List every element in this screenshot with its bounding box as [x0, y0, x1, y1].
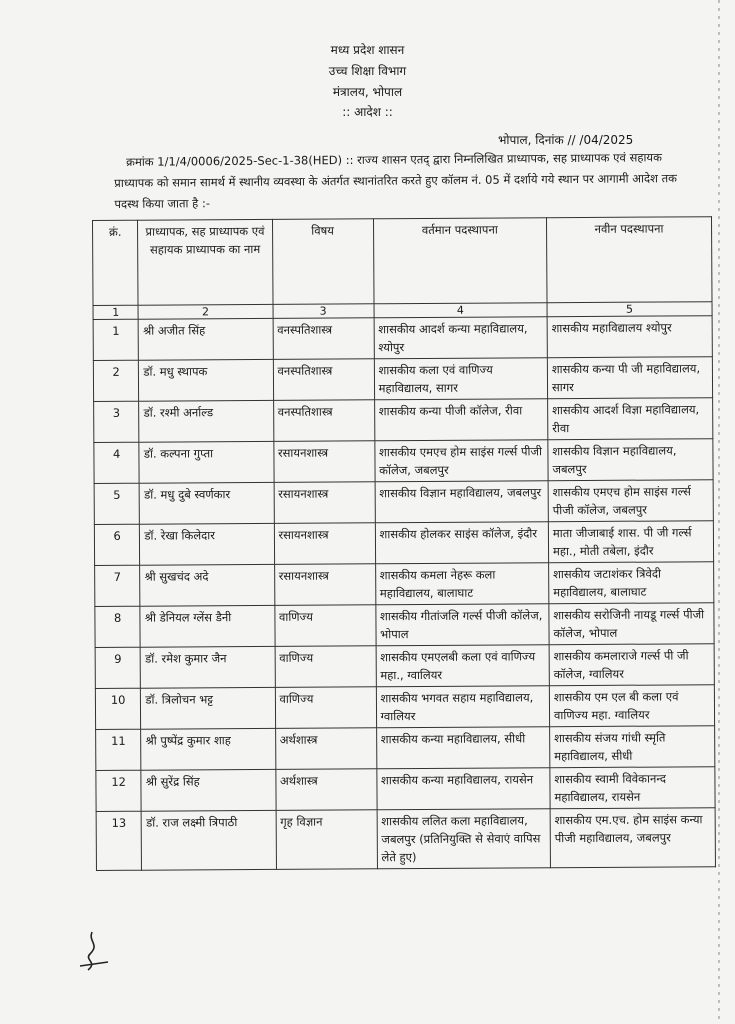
current-posting: शासकीय एमएच होम साइंस गर्ल्स पीजी कॉलेज, जबलपुर	[374, 440, 548, 482]
table-row	[94, 398, 713, 443]
column-number: 2	[138, 304, 272, 319]
current-posting: शासकीय कला एवं वाणिज्य महाविद्यालय, सागर	[374, 358, 548, 400]
subject: वनस्पतिशास्त्र	[273, 400, 374, 442]
current-posting: शासकीय विज्ञान महाविद्यालय, जबलपुर	[375, 481, 549, 523]
transfer-table	[92, 216, 716, 871]
serial-number: 9	[95, 647, 141, 688]
table-row	[93, 357, 712, 402]
table-header-row	[93, 217, 713, 306]
signature-mark	[78, 930, 112, 974]
header-new-posting: नवीन पदस्थापना	[546, 217, 712, 303]
new-posting: शासकीय विज्ञान महाविद्यालय, जबलपुर	[548, 439, 713, 481]
employee-name: श्री सुखचंद अदे	[140, 564, 274, 606]
table-row	[96, 808, 715, 871]
serial-number: 2	[93, 360, 139, 401]
new-posting: शासकीय एम एल बी कला एवं वाणिज्य महा. ग्वालियर	[549, 685, 714, 727]
new-posting: शासकीय कमलाराजे गर्ल्स पी जी कॉलेज, ग्वालियर	[549, 644, 714, 686]
serial-number: 3	[94, 401, 140, 442]
table-row	[93, 316, 712, 361]
subject: रसायनशास्त्र	[274, 482, 375, 524]
table-row	[96, 726, 715, 771]
column-number: 4	[374, 303, 547, 318]
employee-name: डॉ. रमेश कुमार जैन	[141, 646, 275, 688]
current-posting: शासकीय भगवत सहाय महाविद्यालय, ग्वालियर	[376, 686, 550, 728]
new-posting: शासकीय स्वामी विवेकानन्द महाविद्यालय, रायसेन	[550, 767, 715, 809]
subject: अर्थशास्त्र	[275, 728, 376, 770]
subject: रसायनशास्त्र	[273, 441, 374, 483]
new-posting: शासकीय आदर्श विज्ञा महाविद्यालय, रीवा	[548, 398, 713, 440]
table-row	[95, 603, 714, 648]
table-row	[96, 767, 715, 812]
new-posting: शासकीय एमएच होम साइंस गर्ल्स पीजी कॉलेज, जबलपुर	[548, 480, 713, 522]
order-text: क्रमांक 1/1/4/0006/2025-Sec-1-38(HED) :: राज्य शासन एतद् द्वारा निम्नलिखित प्राध्यापक, सह प्राध्यापक एवं सहायक प्राध्यापक को समान सामर्थ में स्थानीय व्यवस्था के अंतर्गत स्थानांतरित करते हुए कॉलम नं. 05 में दर्शाये गये स्थान पर आगामी आदेश तक पदस्थ किया जाता है :-	[114, 150, 677, 211]
header-current-posting: वर्तमान पदस्थापना	[373, 218, 547, 304]
new-posting: शासकीय एम.एच. होम साइंस कन्या पीजी महाविद्यालय, जबलपुर	[550, 808, 715, 868]
government-name: मध्य प्रदेश शासन	[330, 43, 405, 57]
current-posting: शासकीय कन्या महाविद्यालय, सीधी	[376, 727, 550, 769]
current-posting: शासकीय आदर्श कन्या महाविद्यालय, श्योपुर	[374, 317, 548, 359]
serial-number: 12	[96, 770, 142, 811]
ministry-location: मंत्रालय, भोपाल	[332, 85, 403, 99]
order-title: :: आदेश ::	[342, 105, 393, 119]
order-paragraph	[114, 147, 705, 215]
new-posting: शासकीय संजय गांधी स्मृति महाविद्यालय, सीधी	[550, 726, 715, 768]
serial-number: 10	[95, 688, 141, 729]
subject: वाणिज्य	[275, 646, 376, 688]
employee-name: डॉ. त्रिलोचन भट्ट	[141, 687, 275, 729]
column-number: 1	[93, 305, 138, 319]
current-posting: शासकीय होलकर साइंस कॉलेज, इंदौर	[375, 522, 549, 564]
serial-number: 1	[93, 319, 139, 360]
department-name: उच्च शिक्षा विभाग	[328, 64, 407, 78]
employee-name: श्री अजीत सिंह	[138, 318, 272, 360]
serial-number: 8	[95, 606, 141, 647]
header-name: प्राध्यापक, सह प्राध्यापक एवं सहायक प्राध्यापक का नाम	[138, 219, 273, 305]
serial-number: 7	[95, 565, 141, 606]
table-row	[94, 439, 713, 484]
current-posting: शासकीय ललित कला महाविद्यालय, जबलपुर (प्रतिनियुक्ति से सेवाएं वापिस लेते हुए)	[377, 809, 551, 869]
employee-name: डॉ. मधु दुबे स्वर्णकार	[139, 482, 273, 524]
serial-number: 5	[94, 483, 140, 524]
document-header	[0, 40, 735, 103]
table-row	[94, 480, 713, 525]
subject: वनस्पतिशास्त्र	[273, 359, 374, 401]
current-posting: शासकीय कमला नेहरू कला महाविद्यालय, बालाघाट	[375, 563, 549, 605]
employee-name: श्री पुष्पेंद्र कुमार शाह	[141, 728, 275, 770]
table-row	[95, 644, 714, 689]
subject: रसायनशास्त्र	[274, 564, 375, 606]
serial-number: 11	[96, 729, 142, 770]
page-edge-shadow	[713, 0, 727, 1024]
subject: वाणिज्य	[275, 687, 376, 729]
new-posting: माता जीजाबाई शास. पी जी गर्ल्स महा., मोती तबेला, इंदौर	[548, 521, 713, 563]
serial-number: 4	[94, 442, 140, 483]
subject: वाणिज्य	[274, 605, 375, 647]
new-posting: शासकीय सरोजिनी नायडू गर्ल्स पीजी कॉलेज, भोपाल	[549, 603, 714, 645]
header-sn: क्रं.	[93, 220, 139, 305]
employee-name: श्री सुरेंद्र सिंह	[141, 769, 275, 811]
employee-name: डॉ. रश्मी अर्नाल्ड	[139, 400, 273, 442]
subject: रसायनशास्त्र	[274, 523, 375, 565]
employee-name: डॉ. कल्पना गुप्ता	[139, 441, 273, 483]
new-posting: शासकीय महाविद्यालय श्योपुर	[547, 316, 712, 358]
table-row	[95, 562, 714, 607]
serial-number: 13	[96, 811, 142, 870]
current-posting: शासकीय एमएलबी कला एवं वाणिज्य महा., ग्वालियर	[376, 645, 550, 687]
employee-name: डॉ. रेखा किलेदार	[140, 523, 274, 565]
place-date: भोपाल, दिनांक // /04/2025	[498, 133, 634, 147]
header-subject: विषय	[272, 219, 374, 305]
table-row	[95, 685, 714, 730]
current-posting: शासकीय गीतांजलि गर्ल्स पीजी कॉलेज, भोपाल	[375, 604, 549, 646]
employee-name: डॉ. राज लक्ष्मी त्रिपाठी	[142, 810, 276, 870]
current-posting: शासकीय कन्या महाविद्यालय, रायसेन	[376, 768, 550, 810]
new-posting: शासकीय कन्या पी जी महाविद्यालय, सागर	[547, 357, 712, 399]
table-row	[94, 521, 713, 566]
employee-name: डॉ. मधु स्थापक	[139, 359, 273, 401]
subject: अर्थशास्त्र	[275, 769, 376, 811]
column-number: 3	[273, 304, 374, 319]
new-posting: शासकीय जटाशंकर त्रिवेदी महाविद्यालय, बालाघाट	[549, 562, 714, 604]
serial-number: 6	[94, 524, 140, 565]
subject: वनस्पतिशास्त्र	[273, 318, 374, 360]
employee-name: श्री डेनियल ग्लेंस डैनी	[140, 605, 274, 647]
subject: गृह विज्ञान	[276, 810, 377, 870]
current-posting: शासकीय कन्या पीजी कॉलेज, रीवा	[374, 399, 548, 441]
column-number: 5	[547, 302, 712, 317]
